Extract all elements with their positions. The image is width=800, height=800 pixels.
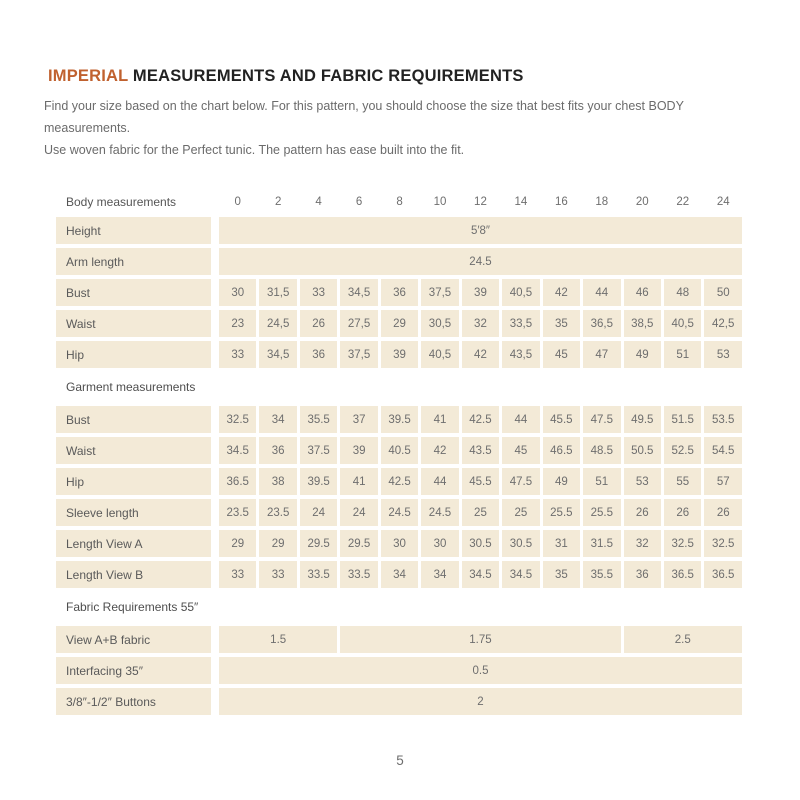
value-cell: 42 bbox=[462, 341, 499, 368]
size-column-header: 16 bbox=[543, 191, 580, 213]
value-cell: 31,5 bbox=[259, 279, 296, 306]
value-cell: 38 bbox=[259, 468, 296, 495]
value-cell: 42.5 bbox=[462, 406, 499, 433]
value-cell: 33 bbox=[300, 279, 337, 306]
value-cell: 36 bbox=[381, 279, 418, 306]
value-cell: 40,5 bbox=[502, 279, 539, 306]
value-cell: 42,5 bbox=[704, 310, 742, 337]
value-cell: 30 bbox=[381, 530, 418, 557]
value-cell: 53 bbox=[624, 468, 661, 495]
value-cell: 51.5 bbox=[664, 406, 701, 433]
value-cell: 49 bbox=[624, 341, 661, 368]
value-cell: 45.5 bbox=[543, 406, 580, 433]
value-cell: 39 bbox=[340, 437, 377, 464]
value-cell: 46 bbox=[624, 279, 661, 306]
value-cell: 35.5 bbox=[300, 406, 337, 433]
value-cell: 31 bbox=[543, 530, 580, 557]
value-cell: 33.5 bbox=[340, 561, 377, 588]
row-label: Bust bbox=[56, 406, 216, 433]
value-cell: 23 bbox=[219, 310, 256, 337]
value-cell: 29 bbox=[219, 530, 256, 557]
size-column-header: 8 bbox=[381, 191, 418, 213]
value-cell: 54.5 bbox=[704, 437, 742, 464]
value-cell: 1.75 bbox=[340, 626, 620, 653]
value-cell: 51 bbox=[664, 341, 701, 368]
row-label: 3/8″-1/2″ Buttons bbox=[56, 688, 216, 715]
size-column-header: 14 bbox=[502, 191, 539, 213]
title-highlight: IMPERIAL bbox=[48, 67, 129, 85]
value-cell: 48 bbox=[664, 279, 701, 306]
size-column-header: 6 bbox=[340, 191, 377, 213]
value-cell: 45.5 bbox=[462, 468, 499, 495]
value-cell: 30.5 bbox=[502, 530, 539, 557]
value-cell: 24 bbox=[340, 499, 377, 526]
title-rest: MEASUREMENTS AND FABRIC REQUIREMENTS bbox=[128, 67, 524, 85]
row-label: Height bbox=[56, 217, 216, 244]
intro-line-2: Use woven fabric for the Perfect tunic. The pattern has ease built into the fit. bbox=[44, 143, 465, 157]
size-column-header: 12 bbox=[462, 191, 499, 213]
size-column-header: 18 bbox=[583, 191, 620, 213]
value-cell: 43,5 bbox=[502, 341, 539, 368]
value-cell: 44 bbox=[502, 406, 539, 433]
value-cell: 36.5 bbox=[219, 468, 256, 495]
value-cell: 25.5 bbox=[583, 499, 620, 526]
value-cell: 24,5 bbox=[259, 310, 296, 337]
value-cell: 26 bbox=[664, 499, 701, 526]
table-row bbox=[56, 626, 742, 653]
value-cell: 52.5 bbox=[664, 437, 701, 464]
value-cell: 30 bbox=[219, 279, 256, 306]
value-cell: 42 bbox=[421, 437, 458, 464]
value-cell: 35 bbox=[543, 310, 580, 337]
value-cell: 2 bbox=[219, 688, 742, 715]
table-row bbox=[56, 248, 742, 275]
value-cell: 37 bbox=[340, 406, 377, 433]
value-cell: 43.5 bbox=[462, 437, 499, 464]
value-cell: 23.5 bbox=[259, 499, 296, 526]
value-cell: 45 bbox=[543, 341, 580, 368]
value-cell: 0.5 bbox=[219, 657, 742, 684]
size-column-header: 2 bbox=[259, 191, 296, 213]
row-label: Bust bbox=[56, 279, 216, 306]
table-row bbox=[56, 530, 742, 557]
size-chart-table bbox=[53, 187, 745, 719]
row-label: Waist bbox=[56, 437, 216, 464]
value-cell: 24.5 bbox=[219, 248, 742, 275]
value-cell: 44 bbox=[583, 279, 620, 306]
value-cell: 33.5 bbox=[300, 561, 337, 588]
value-cell: 35 bbox=[543, 561, 580, 588]
value-cell: 34.5 bbox=[219, 437, 256, 464]
value-cell: 39 bbox=[381, 341, 418, 368]
row-label: Waist bbox=[56, 310, 216, 337]
value-cell: 23.5 bbox=[219, 499, 256, 526]
value-cell: 33,5 bbox=[502, 310, 539, 337]
value-cell: 32.5 bbox=[704, 530, 742, 557]
value-cell: 36 bbox=[259, 437, 296, 464]
table-row bbox=[56, 499, 742, 526]
value-cell: 41 bbox=[340, 468, 377, 495]
table-row bbox=[56, 437, 742, 464]
value-cell: 40,5 bbox=[664, 310, 701, 337]
value-cell: 33 bbox=[219, 561, 256, 588]
section-label: Fabric Requirements 55″ bbox=[56, 592, 742, 622]
value-cell: 42.5 bbox=[381, 468, 418, 495]
table-row bbox=[56, 310, 742, 337]
value-cell: 34.5 bbox=[462, 561, 499, 588]
value-cell: 36.5 bbox=[664, 561, 701, 588]
value-cell: 32.5 bbox=[219, 406, 256, 433]
value-cell: 30.5 bbox=[462, 530, 499, 557]
value-cell: 51 bbox=[583, 468, 620, 495]
page-number: 5 bbox=[396, 753, 404, 768]
value-cell: 29 bbox=[259, 530, 296, 557]
value-cell: 46.5 bbox=[543, 437, 580, 464]
value-cell: 25 bbox=[462, 499, 499, 526]
row-label: Arm length bbox=[56, 248, 216, 275]
value-cell: 55 bbox=[664, 468, 701, 495]
value-cell: 25 bbox=[502, 499, 539, 526]
value-cell: 33 bbox=[259, 561, 296, 588]
table-row bbox=[56, 279, 742, 306]
value-cell: 38,5 bbox=[624, 310, 661, 337]
value-cell: 47.5 bbox=[583, 406, 620, 433]
table-row bbox=[56, 406, 742, 433]
value-cell: 49.5 bbox=[624, 406, 661, 433]
value-cell: 37,5 bbox=[340, 341, 377, 368]
value-cell: 5′8″ bbox=[219, 217, 742, 244]
value-cell: 53 bbox=[704, 341, 742, 368]
value-cell: 32 bbox=[624, 530, 661, 557]
value-cell: 24 bbox=[300, 499, 337, 526]
value-cell: 34.5 bbox=[502, 561, 539, 588]
table-row bbox=[56, 341, 742, 368]
value-cell: 41 bbox=[421, 406, 458, 433]
value-cell: 2.5 bbox=[624, 626, 742, 653]
value-cell: 32 bbox=[462, 310, 499, 337]
section-label: Garment measurements bbox=[56, 372, 742, 402]
value-cell: 26 bbox=[704, 499, 742, 526]
value-cell: 36.5 bbox=[704, 561, 742, 588]
value-cell: 29 bbox=[381, 310, 418, 337]
value-cell: 34 bbox=[259, 406, 296, 433]
value-cell: 57 bbox=[704, 468, 742, 495]
size-column-header: 0 bbox=[219, 191, 256, 213]
size-column-header: 10 bbox=[421, 191, 458, 213]
row-label: Length View B bbox=[56, 561, 216, 588]
row-label: View A+B fabric bbox=[56, 626, 216, 653]
table-row bbox=[56, 561, 742, 588]
value-cell: 49 bbox=[543, 468, 580, 495]
value-cell: 30 bbox=[421, 530, 458, 557]
value-cell: 27,5 bbox=[340, 310, 377, 337]
value-cell: 36 bbox=[624, 561, 661, 588]
section-row bbox=[56, 372, 742, 402]
value-cell: 34 bbox=[381, 561, 418, 588]
table-row bbox=[56, 468, 742, 495]
value-cell: 24.5 bbox=[381, 499, 418, 526]
table-row bbox=[56, 657, 742, 684]
value-cell: 1.5 bbox=[219, 626, 337, 653]
value-cell: 44 bbox=[421, 468, 458, 495]
value-cell: 34,5 bbox=[340, 279, 377, 306]
size-column-header: 4 bbox=[300, 191, 337, 213]
table-row bbox=[56, 688, 742, 715]
value-cell: 35.5 bbox=[583, 561, 620, 588]
value-cell: 31.5 bbox=[583, 530, 620, 557]
value-cell: 34 bbox=[421, 561, 458, 588]
value-cell: 37,5 bbox=[421, 279, 458, 306]
value-cell: 26 bbox=[624, 499, 661, 526]
size-column-header: 20 bbox=[624, 191, 661, 213]
value-cell: 26 bbox=[300, 310, 337, 337]
value-cell: 47.5 bbox=[502, 468, 539, 495]
value-cell: 36,5 bbox=[583, 310, 620, 337]
header-label: Body measurements bbox=[56, 191, 216, 213]
value-cell: 32.5 bbox=[664, 530, 701, 557]
value-cell: 39.5 bbox=[300, 468, 337, 495]
table-row bbox=[56, 217, 742, 244]
value-cell: 30,5 bbox=[421, 310, 458, 337]
value-cell: 39 bbox=[462, 279, 499, 306]
value-cell: 40,5 bbox=[421, 341, 458, 368]
section-row bbox=[56, 592, 742, 622]
value-cell: 29.5 bbox=[340, 530, 377, 557]
value-cell: 33 bbox=[219, 341, 256, 368]
value-cell: 53.5 bbox=[704, 406, 742, 433]
value-cell: 50.5 bbox=[624, 437, 661, 464]
table-header-row bbox=[56, 191, 742, 213]
value-cell: 45 bbox=[502, 437, 539, 464]
value-cell: 25.5 bbox=[543, 499, 580, 526]
row-label: Hip bbox=[56, 468, 216, 495]
value-cell: 47 bbox=[583, 341, 620, 368]
value-cell: 40.5 bbox=[381, 437, 418, 464]
value-cell: 42 bbox=[543, 279, 580, 306]
value-cell: 50 bbox=[704, 279, 742, 306]
size-column-header: 24 bbox=[704, 191, 742, 213]
value-cell: 37.5 bbox=[300, 437, 337, 464]
intro-line-1: Find your size based on the chart below. For this pattern, you should choose the size that best fits your chest BODY measurements. bbox=[44, 99, 684, 135]
value-cell: 48.5 bbox=[583, 437, 620, 464]
value-cell: 24.5 bbox=[421, 499, 458, 526]
row-label: Sleeve length bbox=[56, 499, 216, 526]
value-cell: 36 bbox=[300, 341, 337, 368]
value-cell: 29.5 bbox=[300, 530, 337, 557]
row-label: Interfacing 35″ bbox=[56, 657, 216, 684]
value-cell: 39.5 bbox=[381, 406, 418, 433]
value-cell: 34,5 bbox=[259, 341, 296, 368]
size-column-header: 22 bbox=[664, 191, 701, 213]
row-label: Hip bbox=[56, 341, 216, 368]
row-label: Length View A bbox=[56, 530, 216, 557]
page-title bbox=[48, 67, 756, 86]
